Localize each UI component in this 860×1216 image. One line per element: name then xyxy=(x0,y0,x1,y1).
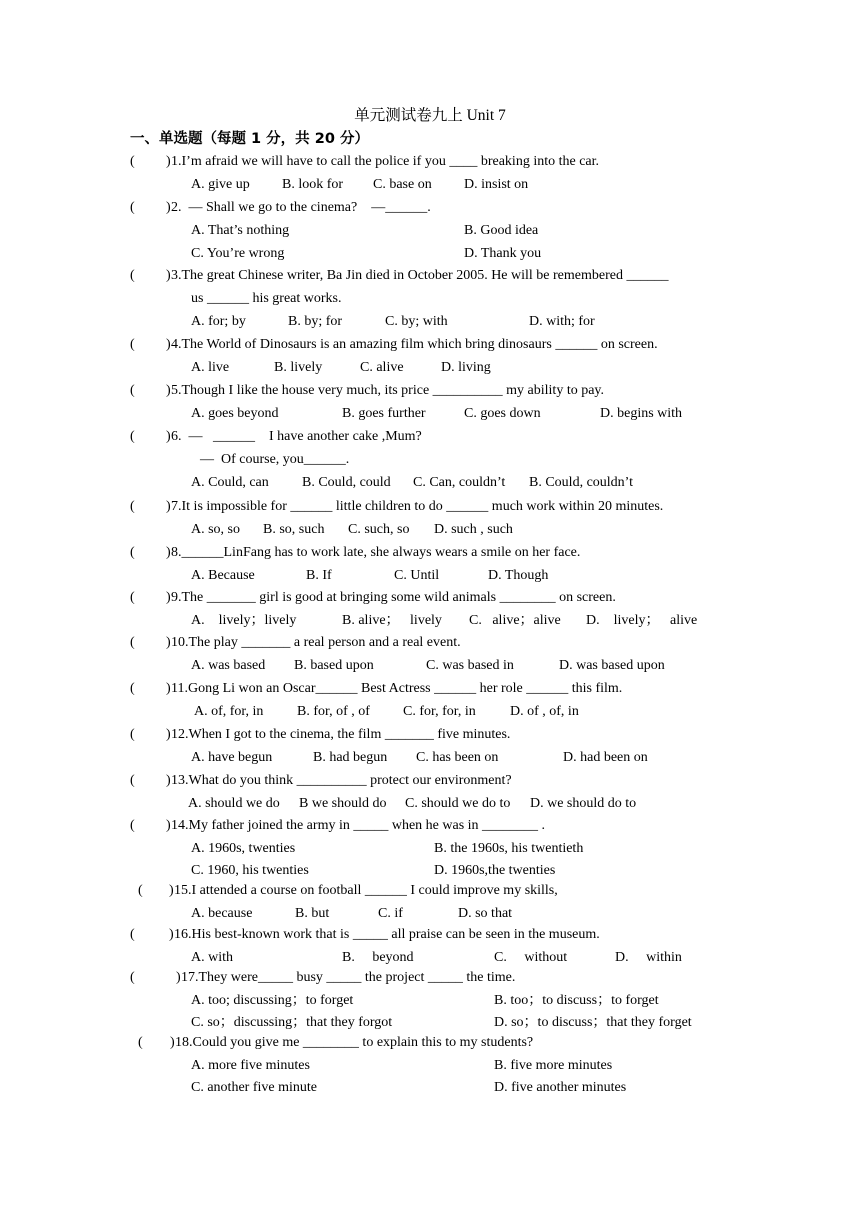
answer-blank-open: ( xyxy=(138,883,143,898)
answer-option: C. 1960, his twenties xyxy=(191,863,309,878)
answer-blank-open: ( xyxy=(130,970,135,985)
answer-blank-open: ( xyxy=(130,200,135,215)
answer-blank-close: ) xyxy=(166,499,171,514)
answer-option: A. was based xyxy=(191,658,266,673)
answer-option: C. goes down xyxy=(464,406,541,421)
answer-blank-close: ) xyxy=(166,200,171,215)
page-title: 单元测试卷九上 Unit 7 xyxy=(354,107,506,124)
answer-option: C. Until xyxy=(394,568,440,583)
answer-option: A. Because xyxy=(191,568,255,583)
answer-option: A. give up xyxy=(191,177,250,192)
question-stem-continued: — Of course, you______. xyxy=(200,452,350,467)
answer-option: D. with; for xyxy=(529,314,595,329)
answer-option: C. another five minute xyxy=(191,1080,317,1095)
answer-blank-close: ) xyxy=(166,268,171,283)
answer-blank-open: ( xyxy=(138,1035,143,1050)
answer-blank-close: ) xyxy=(166,154,171,169)
answer-option: A. too; discussing；to forget xyxy=(191,993,354,1008)
answer-blank-close: ) xyxy=(166,818,171,833)
answer-option: C. so；discussing；that they forgot xyxy=(191,1015,393,1030)
answer-option: B. too；to discuss；to forget xyxy=(494,993,659,1008)
answer-option: A. live xyxy=(191,360,230,375)
answer-blank-open: ( xyxy=(130,681,135,696)
answer-blank-open: ( xyxy=(130,590,135,605)
answer-option: A. because xyxy=(191,906,253,921)
section-heading: 一、单选题（每题 1 分，共 20 分） xyxy=(130,131,369,147)
answer-option: B. by; for xyxy=(288,314,343,329)
question-stem: 17.They were_____ busy _____ the project _____ the time. xyxy=(181,970,516,985)
question-stem: 16.His best-known work that is _____ all praise can be seen in the museum. xyxy=(174,927,600,942)
answer-option: B. Could, couldn’t xyxy=(529,475,633,490)
answer-option: B. five more minutes xyxy=(494,1058,613,1073)
answer-blank-close: ) xyxy=(166,383,171,398)
answer-option: A. have begun xyxy=(191,750,273,765)
question-stem: 5.Though I like the house very much, its price __________ my ability to pay. xyxy=(171,383,605,398)
answer-option: B. goes further xyxy=(342,406,426,421)
answer-option: B. Good idea xyxy=(464,223,539,238)
answer-option: C. has been on xyxy=(416,750,499,765)
answer-option: B. but xyxy=(295,906,330,921)
answer-blank-open: ( xyxy=(130,337,135,352)
question-stem: 10.The play _______ a real person and a real event. xyxy=(171,635,461,650)
answer-blank-open: ( xyxy=(130,818,135,833)
answer-option: C. base on xyxy=(373,177,432,192)
answer-option: B. based upon xyxy=(294,658,374,673)
answer-option: D. living xyxy=(441,360,491,375)
answer-option: D. so that xyxy=(458,906,513,921)
answer-option: A. more five minutes xyxy=(191,1058,310,1073)
answer-option: A. should we do xyxy=(188,796,280,811)
answer-blank-open: ( xyxy=(130,773,135,788)
answer-blank-close: ) xyxy=(166,429,171,444)
answer-blank-close: ) xyxy=(166,727,171,742)
answer-blank-open: ( xyxy=(130,927,135,942)
answer-option: B. Could, could xyxy=(302,475,391,490)
question-stem: 14.My father joined the army in _____ when he was in ________ . xyxy=(171,818,546,833)
question-stem: 9.The _______ girl is good at bringing some wild animals ________ on screen. xyxy=(171,590,616,605)
answer-option: D. insist on xyxy=(464,177,529,192)
answer-option: A. Could, can xyxy=(191,475,269,490)
answer-option: B. had begun xyxy=(313,750,388,765)
answer-blank-close: ) xyxy=(166,590,171,605)
answer-blank-close: ) xyxy=(169,883,174,898)
answer-blank-close: ) xyxy=(166,545,171,560)
answer-blank-open: ( xyxy=(130,268,135,283)
question-stem: 15.I attended a course on football ______ I could improve my skills, xyxy=(174,883,558,898)
answer-option: B we should do xyxy=(299,796,387,811)
question-stem: 6. — ______ I have another cake ,Mum? xyxy=(171,429,422,444)
answer-option: A. That’s nothing xyxy=(191,223,290,238)
answer-blank-open: ( xyxy=(130,635,135,650)
answer-option: A. so, so xyxy=(191,522,241,537)
answer-blank-close: ) xyxy=(166,773,171,788)
answer-option: A. for; by xyxy=(191,314,246,329)
answer-option: C. alive；alive xyxy=(469,613,561,628)
question-stem: 1.I’m afraid we will have to call the police if you ____ breaking into the car. xyxy=(171,154,600,169)
answer-option: D. we should do to xyxy=(530,796,637,811)
answer-option: A. goes beyond xyxy=(191,406,279,421)
question-stem: 12.When I got to the cinema, the film _______ five minutes. xyxy=(171,727,511,742)
answer-blank-open: ( xyxy=(130,499,135,514)
answer-blank-open: ( xyxy=(130,383,135,398)
answer-option: C. such, so xyxy=(348,522,410,537)
answer-option: B. look for xyxy=(282,177,344,192)
answer-blank-close: ) xyxy=(176,970,181,985)
answer-option: D. 1960s,the twenties xyxy=(434,863,556,878)
answer-option: C. by; with xyxy=(385,314,448,329)
answer-option: A. of, for, in xyxy=(194,704,264,719)
answer-blank-open: ( xyxy=(130,429,135,444)
answer-option: A. lively；lively xyxy=(191,613,297,628)
answer-option: C. should we do to xyxy=(405,796,511,811)
answer-option: B. alive； lively xyxy=(342,613,442,628)
question-stem: 7.It is impossible for ______ little children to do ______ much work within 20 minutes. xyxy=(171,499,664,514)
answer-option: C. Can, couldn’t xyxy=(413,475,506,490)
answer-option: D. five another minutes xyxy=(494,1080,627,1095)
answer-option: D. Thank you xyxy=(464,246,542,261)
answer-option: D. was based upon xyxy=(559,658,665,673)
answer-option: A. 1960s, twenties xyxy=(191,841,296,856)
question-stem: 8.______LinFang has to work late, she always wears a smile on her face. xyxy=(171,545,581,560)
answer-option: C. was based in xyxy=(426,658,514,673)
answer-option: D. such , such xyxy=(434,522,513,537)
answer-option: D. begins with xyxy=(600,406,683,421)
question-stem: 3.The great Chinese writer, Ba Jin died in October 2005. He will be remembered ______ xyxy=(171,268,669,283)
answer-option: C. You’re wrong xyxy=(191,246,285,261)
answer-blank-close: ) xyxy=(166,337,171,352)
answer-option: D. so；to discuss；that they forget xyxy=(494,1015,692,1030)
question-stem: 18.Could you give me ________ to explain this to my students? xyxy=(175,1035,534,1050)
answer-blank-close: ) xyxy=(170,1035,175,1050)
answer-option: C. for, for, in xyxy=(403,704,476,719)
answer-blank-open: ( xyxy=(130,545,135,560)
answer-option: B. so, such xyxy=(263,522,325,537)
answer-option: D. within xyxy=(615,950,682,965)
answer-option: D. of , of, in xyxy=(510,704,579,719)
answer-option: D. lively； alive xyxy=(586,613,698,628)
question-stem: 13.What do you think __________ protect our environment? xyxy=(171,773,512,788)
answer-option: B. lively xyxy=(274,360,323,375)
question-stem: 2. — Shall we go to the cinema? —______. xyxy=(171,200,431,215)
answer-option: C. alive xyxy=(360,360,404,375)
answer-option: A. with xyxy=(191,950,233,965)
answer-option: B. the 1960s, his twentieth xyxy=(434,841,584,856)
question-stem: 4.The World of Dinosaurs is an amazing film which bring dinosaurs ______ on screen. xyxy=(171,337,658,352)
answer-option: B. for, of , of xyxy=(297,704,370,719)
question-stem-continued: us ______ his great works. xyxy=(191,291,342,306)
answer-option: C. without xyxy=(494,950,568,965)
answer-option: C. if xyxy=(378,906,403,921)
question-stem: 11.Gong Li won an Oscar______ Best Actress ______ her role ______ this film. xyxy=(171,681,623,696)
answer-blank-close: ) xyxy=(169,927,174,942)
answer-blank-close: ) xyxy=(166,635,171,650)
answer-option: D. Though xyxy=(488,568,549,583)
answer-blank-open: ( xyxy=(130,154,135,169)
answer-option: B. If xyxy=(306,568,332,583)
answer-option: B. beyond xyxy=(342,950,414,965)
answer-blank-open: ( xyxy=(130,727,135,742)
answer-blank-close: ) xyxy=(166,681,171,696)
answer-option: D. had been on xyxy=(563,750,648,765)
